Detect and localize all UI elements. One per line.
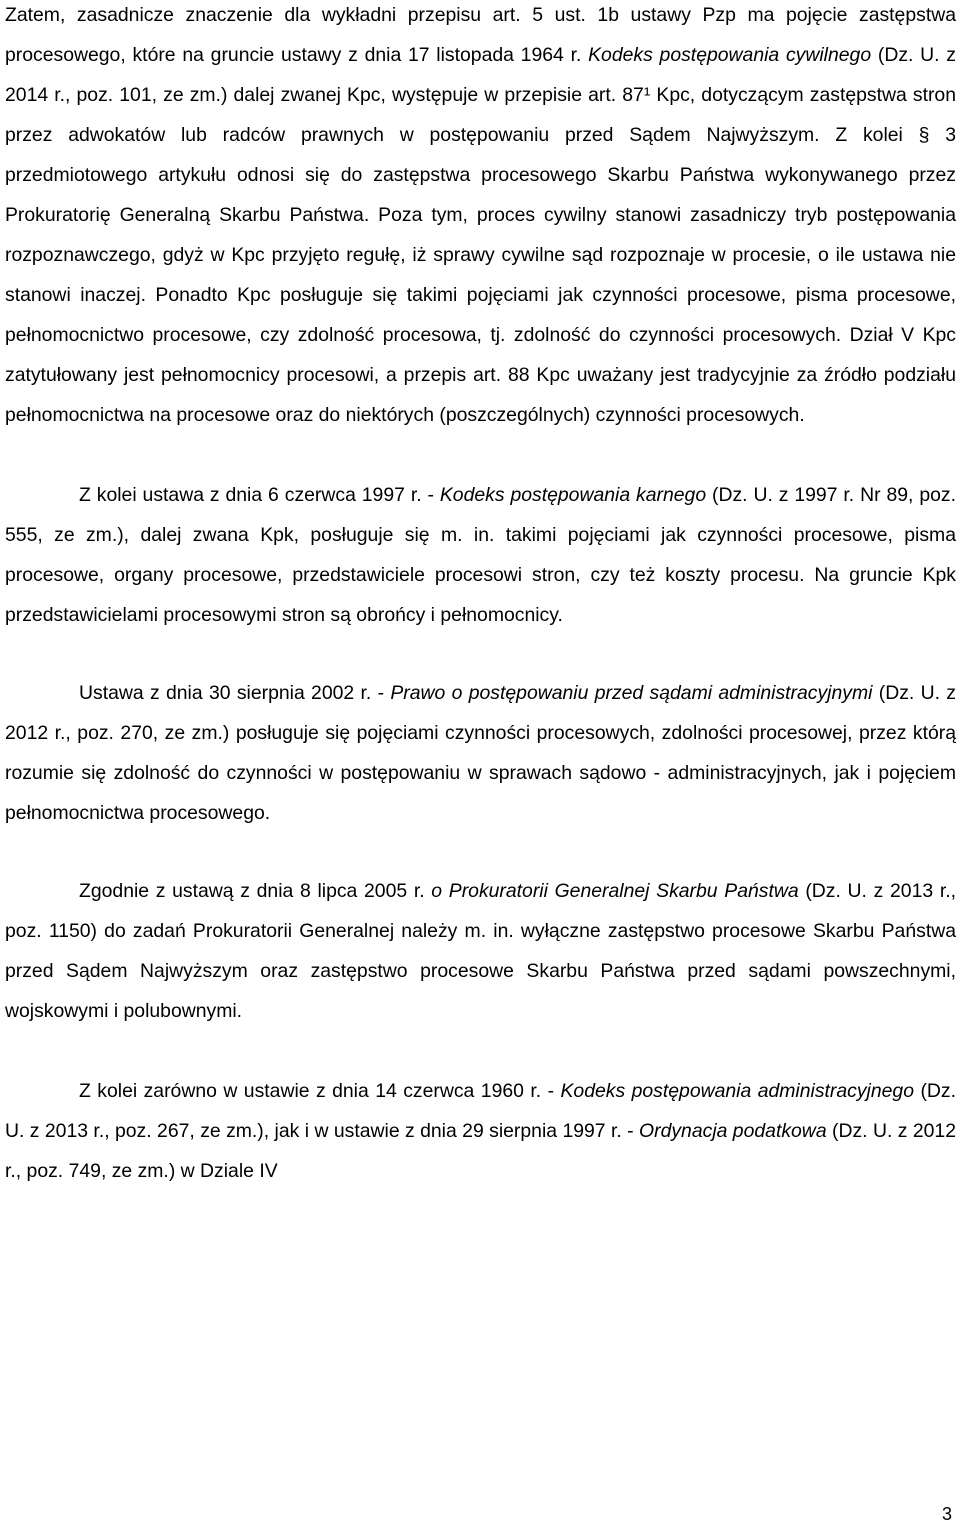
paragraph-5-title-ordynacja: Ordynacja podatkowa: [639, 1120, 827, 1142]
page-number: 3: [941, 1504, 952, 1524]
paragraph-5-text-1: Z kolei zarówno w ustawie z dnia 14 czerwca 1960 r. -: [79, 1080, 561, 1102]
paragraph-2-text-2: (Dz. U. z 1997 r. Nr 89, poz. 555, ze zm.), dalej zwana Kpk, posługuje się m. in. takimi pojęciami jak czynności procesowe, pisma procesowe, organy procesowe, przedstawiciele procesowi stron, czy też koszty procesu. Na gruncie Kpk przedstawicielami procesowymi stron są obrońcy i pełnomocnicy.: [5, 484, 956, 626]
paragraph-3-text-2: (Dz. U. z 2012 r., poz. 270, ze zm.) posługuje się pojęciami czynności procesowych, zdolności procesowej, przez którą rozumie się zdolność do czynności w postępowaniu w sprawach sądowo - administracyjnych, jak i pojęciem pełnomocnictwa procesowego.: [5, 682, 957, 824]
paragraph-3-title-ppsa: Prawo o postępowaniu przed sądami administracyjnymi: [390, 682, 873, 704]
paragraph-2-title-kpk: Kodeks postępowania karnego: [439, 484, 707, 506]
paragraph-4: [5, 871, 956, 1031]
paragraph-5: [5, 1071, 956, 1191]
paragraph-2: [5, 475, 956, 635]
paragraph-3-text-1: Ustawa z dnia 30 sierpnia 2002 r. -: [79, 682, 391, 704]
paragraph-1-text-1: Zatem, zasadnicze znaczenie dla wykładni przepisu art. 5 ust. 1b ustawy Pzp ma pojęcie zastępstwa procesowego, które na gruncie ustawy z dnia 17 listopada 1964 r.: [5, 4, 956, 66]
paragraph-2-text-1: Z kolei ustawa z dnia 6 czerwca 1997 r. -: [79, 484, 440, 506]
paragraph-4-text-2: (Dz. U. z 2013 r., poz. 1150) do zadań Prokuratorii Generalnej należy m. in. wyłączne zastępstwo procesowe Skarbu Państwa przed Sądem Najwyższym oraz zastępstwo procesowe Skarbu Państwa przed sądami powszechnymi, wojskowymi i polubownymi.: [5, 880, 956, 1022]
paragraph-4-text-1: Zgodnie z ustawą z dnia 8 lipca 2005 r.: [79, 880, 432, 902]
paragraph-1: [5, 0, 956, 435]
paragraph-4-title-prokuratoria: o Prokuratorii Generalnej Skarbu Państwa: [431, 880, 799, 902]
paragraph-5-text-2: (Dz. U. z 2013 r., poz. 267, ze zm.), jak i w ustawie z dnia 29 sierpnia 1997 r. -: [5, 1080, 956, 1142]
paragraph-5-title-kpa: Kodeks postępowania administracyjnego: [560, 1080, 914, 1102]
paragraph-3: [5, 673, 956, 833]
paragraph-5-text-3: (Dz. U. z 2012 r., poz. 749, ze zm.) w Dziale IV: [5, 1120, 956, 1182]
paragraph-1-title-kpc: Kodeks postępowania cywilnego: [588, 44, 872, 66]
paragraph-1-text-2: (Dz. U. z 2014 r., poz. 101, ze zm.) dalej zwanej Kpc, występuje w przepisie art. 87¹ Kpc, dotyczącym zastępstwa stron przez adwokatów lub radców prawnych w postępowaniu przed Sądem Najwyższym. Z kolei § 3 przedmiotowego artykułu odnosi się do zastępstwa procesowego Skarbu Państwa wykonywanego przez Prokuratorię Generalną Skarbu Państwa. Poza tym, proces cywilny stanowi zasadniczy tryb postępowania rozpoznawczego, gdyż w Kpc przyjęto regułę, iż sprawy cywilne sąd rozpoznaje w procesie, o ile ustawa nie stanowi inaczej. Ponadto Kpc posługuje się takimi pojęciami jak czynności procesowe, pisma procesowe, pełnomocnictwo procesowe, czy zdolność procesowa, tj. zdolność do czynności procesowych. Dział V Kpc zatytułowany jest pełnomocnicy procesowi, a przepis art. 88 Kpc uważany jest tradycyjnie za źródło podziału pełnomocnictwa na procesowe oraz do niektórych (poszczególnych) czynności procesowych.: [5, 44, 956, 426]
document-page: [5, 0, 956, 1191]
